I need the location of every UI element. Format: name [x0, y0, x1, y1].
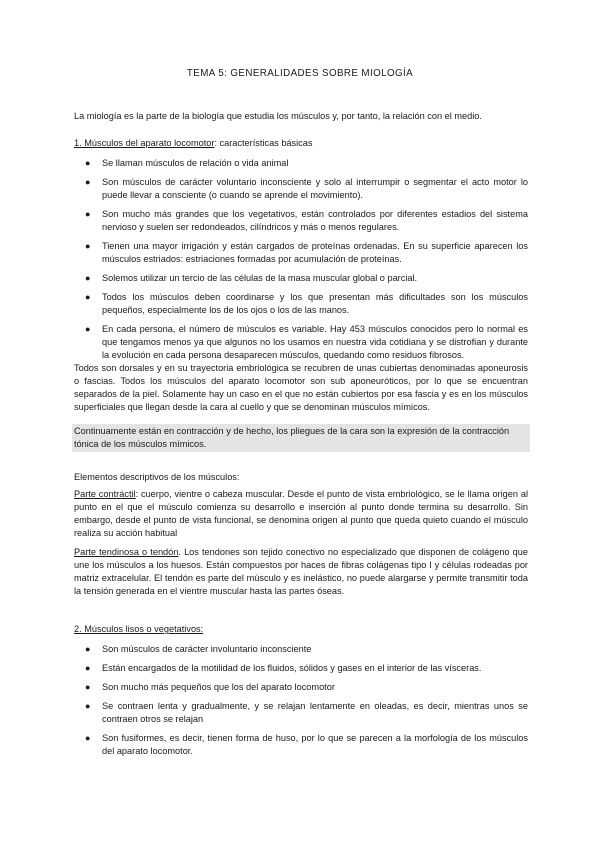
highlighted-paragraph: Continuamente están en contracción y de hecho, los pliegues de la cara son la expresión de la contracción tónica de los músculos mímicos. [72, 424, 530, 452]
bullet-icon: ● [85, 273, 91, 283]
list-item: ● Son músculos de carácter involuntario inconsciente [85, 644, 312, 654]
bullet-icon: ● [85, 158, 91, 168]
list-item: ● Se llaman músculos de relación o vida animal [85, 158, 289, 168]
list-item: ● Solemos utilizar un tercio de las células de la masa muscular global o parcial. [85, 273, 418, 283]
bullet-icon: ● [85, 701, 91, 711]
list-item: ● Se contraen lenta y gradualmente, y se relajan lentamente en oleadas, es decir, mientras unos se contraen otros se relajan [85, 701, 528, 724]
section1-bullet-list [74, 157, 528, 362]
contractil-text: : cuerpo, vientre o cabeza muscular. Desde el punto de vista embriológico, se le llama origen al punto en el que el músculo comienza su desarrollo e inserción al punto donde termina su desarrollo. Sin embargo, desde el punto de vista funcional, se denomina origen al punto que queda quieto cuando el músculo realiza su acción habitual [74, 489, 528, 538]
list-item: ● Son músculos de carácter voluntario inconsciente y solo al interrumpir o segmentar el acto motor lo puede llevar a consciente (o cuando se aprende el movimiento). [85, 177, 528, 200]
section1-heading-rest: : características básicas [214, 138, 313, 148]
fascia-paragraph: Todos son dorsales y en su trayectoria embriológica se recubren de unas cubiertas denominadas aponeurosis o fascias. Todos los músculos del aparato locomotor son sub aponeuróticos, por lo que se encuentran separados de la piel. Solamente hay un caso en el que no están cubiertos por esa fascia y es en los músculos superficiales que llegan desde la cara al cuello y que se denominan músculos mímicos. [74, 363, 528, 412]
contractil-paragraph [74, 488, 528, 540]
tendinosa-paragraph [74, 546, 528, 598]
page-title: TEMA 5: GENERALIDADES SOBRE MIOLOGÍA [186, 68, 414, 79]
list-item: ● Tienen una mayor irrigación y están cargados de proteínas ordenadas. En su superficie aparecen los músculos estriados: estriaciones formadas por acumulación de proteínas. [85, 241, 528, 264]
tendinosa-text: . Los tendones son tejido conectivo no especializado que disponen de colágeno que une los músculos a los huesos. Están compuestos por haces de fibras colágenas tipo I y células rodeadas por matriz extracelular. El tendón es parte del músculo y es inelástico, no puede alargarse y permite transmitir toda la tensión generada en el vientre muscular hasta las partes óseas. [74, 547, 528, 596]
bullet-icon: ● [85, 209, 91, 219]
section1-heading [74, 137, 528, 150]
section2-heading: 2. Músculos lisos o vegetativos: [74, 624, 204, 634]
list-item: ● Están encargados de la motilidad de los fluidos, sólidos y gases en el interior de las vísceras. [85, 663, 482, 673]
list-item: ● En cada persona, el número de músculos es variable. Hay 453 músculos conocidos pero lo normal es que tengamos menos ya que algunos no los usamos en nuestra vida cotidiana y se distrofian y durante la evolución en cada persona desaparecen músculos, quedando como residuos fibrosos. [85, 324, 528, 360]
list-item: ● Son mucho más pequeños que los del aparato locomotor [85, 682, 335, 692]
elements-heading: Elementos descriptivos de los músculos: [74, 472, 240, 482]
intro-paragraph: La miología es la parte de la biología que estudia los músculos y, por tanto, la relación con el medio. [74, 111, 482, 121]
bullet-icon: ● [85, 644, 91, 654]
bullet-icon: ● [85, 663, 91, 673]
list-item: ● Son mucho más grandes que los vegetativos, están controlados por diferentes estadios del sistema nervioso y suelen ser redondeados, cilíndricos y más o menos regulares. [85, 209, 528, 232]
list-item: ● Todos los músculos deben coordinarse y los que presentan más dificultades son los músculos pequeños, especialmente los de los ojos o los de las manos. [85, 292, 528, 315]
bullet-icon: ● [85, 241, 91, 251]
bullet-icon: ● [85, 177, 91, 187]
contractil-label: Parte contráctil [74, 489, 136, 499]
section1-heading-underlined: 1. Músculos del aparato locomotor [74, 138, 215, 148]
tendinosa-label: Parte tendinosa o tendón [74, 547, 179, 557]
bullet-icon: ● [85, 324, 91, 334]
bullet-icon: ● [85, 733, 91, 743]
section2-bullet-list [74, 643, 528, 758]
bullet-icon: ● [85, 292, 91, 302]
list-item: ● Son fusiformes, es decir, tienen forma de huso, por lo que se parecen a la morfología de los músculos del aparato locomotor. [85, 733, 528, 756]
bullet-icon: ● [85, 682, 91, 692]
